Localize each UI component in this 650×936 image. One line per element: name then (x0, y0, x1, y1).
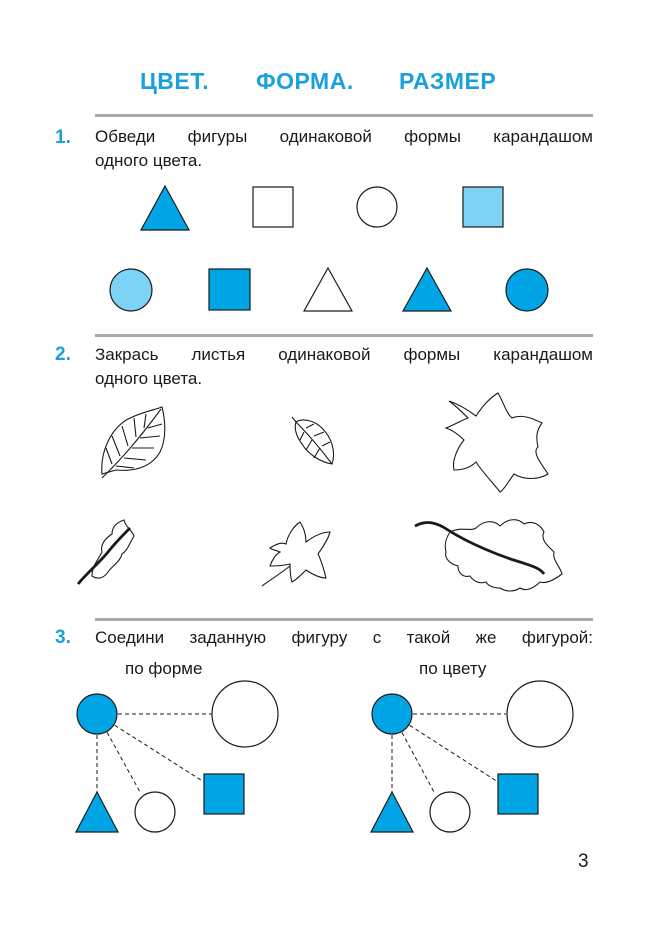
title-word-color: ЦВЕТ. (140, 68, 210, 94)
task-number-1: 1. (55, 127, 71, 148)
small-white-circle-left[interactable] (135, 792, 175, 832)
match-by-color-diagram (371, 681, 573, 832)
given-blue-circle-left[interactable] (77, 694, 117, 734)
task-number-2: 2. (55, 344, 71, 365)
maple-leaf-large-icon[interactable] (446, 393, 548, 492)
title-word-size: РАЗМЕР (399, 68, 497, 94)
given-blue-circle-right[interactable] (372, 694, 412, 734)
page-number: 3 (578, 851, 589, 872)
blue-triangle-right[interactable] (371, 792, 413, 832)
task-1-line-2: одного цвета. (95, 151, 203, 170)
task-text-2 (95, 343, 593, 391)
match-by-shape-diagram (76, 681, 278, 832)
oak-leaf-large-icon[interactable] (415, 520, 562, 591)
task-3-line-1: Соедини заданную фигуру с такой же фигурой: (95, 628, 593, 647)
circle-white-shape[interactable] (357, 187, 397, 227)
task-text-3 (95, 626, 593, 650)
blue-triangle-left[interactable] (76, 792, 118, 832)
oak-leaf-small-icon[interactable] (78, 520, 134, 584)
blue-square-right[interactable] (498, 774, 538, 814)
section-divider-2 (95, 334, 593, 337)
caption-by-color: по цвету (419, 659, 487, 678)
task-number-3: 3. (55, 627, 71, 648)
task-2-line-1: Закрась листья одинаковой формы карандашом (95, 345, 593, 364)
circle-blue-shape[interactable] (506, 269, 548, 311)
triangle-blue-shape[interactable] (141, 186, 189, 230)
task-1-line-1: Обведи фигуры одинаковой формы карандашом (95, 127, 593, 146)
birch-leaf-small-icon[interactable] (292, 417, 334, 464)
large-white-circle-right[interactable] (507, 681, 573, 747)
task-2-line-2: одного цвета. (95, 369, 203, 388)
square-white-shape[interactable] (253, 187, 293, 227)
small-white-circle-right[interactable] (430, 792, 470, 832)
section-divider-3 (95, 618, 593, 621)
triangle-white-shape[interactable] (304, 268, 352, 311)
caption-by-shape: по форме (125, 659, 203, 678)
birch-leaf-large-icon[interactable] (102, 407, 165, 478)
triangle-blue-shape-2[interactable] (403, 268, 451, 311)
circle-light-blue-shape[interactable] (110, 269, 152, 311)
title-word-shape: ФОРМА. (256, 68, 354, 94)
blue-square-left[interactable] (204, 774, 244, 814)
large-white-circle-left[interactable] (212, 681, 278, 747)
square-light-blue-shape[interactable] (463, 187, 503, 227)
maple-leaf-small-icon[interactable] (262, 522, 330, 586)
square-blue-shape[interactable] (209, 269, 250, 310)
